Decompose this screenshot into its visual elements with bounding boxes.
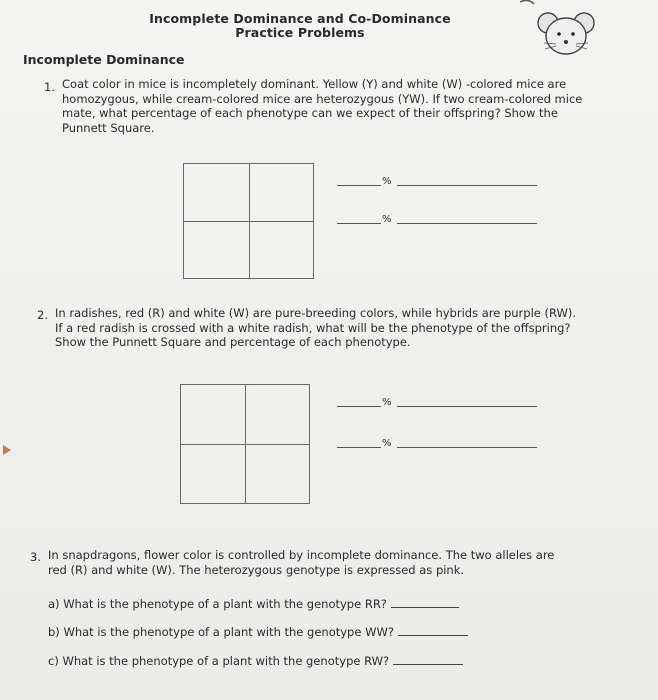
question-1-line: mate, what percentage of each phenotype can we expect of their offspring? Show the: [62, 106, 558, 120]
subquestion-c: [48, 653, 463, 668]
question-1-text: [62, 77, 582, 135]
percent-sign: %: [382, 214, 392, 225]
percent-sign: %: [382, 397, 392, 408]
question-3-line: red (R) and white (W). The heterozygous genotype is expressed as pink.: [48, 562, 465, 577]
question-2-number: 2.: [37, 308, 48, 322]
question-2-line: If a red radish is crossed with a white radish, what will be the phenotype of the offspring?: [55, 320, 571, 335]
question-2-line: Show the Punnett Square and percentage of each phenotype.: [55, 335, 411, 349]
question-2-text: [55, 306, 576, 350]
percent-sign: %: [382, 438, 392, 449]
worksheet-title: Incomplete Dominance and Co-Dominance: [149, 11, 451, 26]
punnett-square-2[interactable]: [180, 384, 310, 504]
answer-blank-a[interactable]: [391, 596, 459, 608]
question-3-text: [48, 548, 554, 577]
arrow-right-icon: [3, 445, 11, 455]
subquestion-b: [48, 624, 468, 639]
question-3-line: In snapdragons, flower color is controlled by incomplete dominance. The two alleles are: [48, 548, 555, 562]
question-2-line: In radishes, red (R) and white (W) are pure-breeding colors, while hybrids are purple (RW).: [55, 306, 577, 320]
subquestion-a: [48, 596, 459, 611]
section-title: Incomplete Dominance: [23, 52, 185, 67]
question-1-line: homozygous, while cream-colored mice are heterozygous (YW). If two cream-colored mice: [62, 91, 583, 106]
percent-sign: %: [382, 176, 392, 187]
subquestion-b-text: b) What is the phenotype of a plant with the genotype WW?: [48, 625, 394, 639]
question-1-line: Punnett Square.: [62, 120, 155, 135]
question-1-number: 1.: [44, 80, 55, 94]
answer-blank-c[interactable]: [393, 653, 463, 665]
answer-blank-b[interactable]: [398, 624, 468, 636]
mouse-icon: [520, 0, 620, 62]
question-1-line: Coat color in mice is incompletely dominant. Yellow (Y) and white (W) -colored mice are: [62, 77, 567, 91]
punnett-square-1[interactable]: [183, 163, 314, 279]
worksheet-subtitle: Practice Problems: [235, 25, 365, 40]
question-3-number: 3.: [30, 550, 41, 564]
subquestion-a-text: a) What is the phenotype of a plant with the genotype RR?: [48, 597, 387, 611]
subquestion-c-text: c) What is the phenotype of a plant with the genotype RW?: [48, 654, 390, 668]
